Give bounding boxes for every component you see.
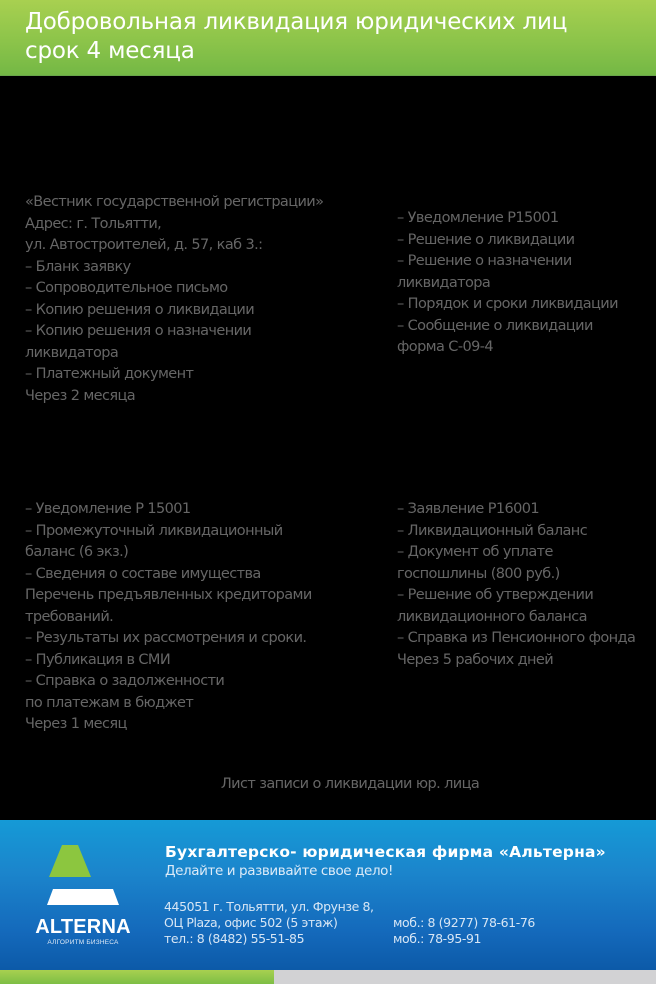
- step-4-line: – Решение об утверждении: [397, 587, 594, 603]
- final-step-record-sheet: Лист записи о ликвидации юр. лица: [220, 776, 480, 792]
- step-1-line: – Бланк заявку: [25, 258, 131, 275]
- step-1-line: ликвидатора: [25, 344, 119, 361]
- step-4-line: ликвидационного баланса: [397, 608, 587, 625]
- contact-address: [164, 899, 374, 947]
- title-line-1: Добровольная ликвидация юридических лиц: [25, 9, 568, 35]
- step-4-final-balance: [397, 499, 656, 671]
- phone-number: тел.: 8 (8482) 55-51-85: [164, 931, 305, 946]
- logo-white-trapezoid: [47, 889, 119, 905]
- step-2-line: форма С-09-4: [397, 339, 493, 355]
- step-1-line: – Платежный документ: [25, 366, 194, 382]
- step-2-line: – Уведомление Р15001: [397, 210, 559, 226]
- logo-tagline: АЛГОРИТМ БИЗНЕСА: [47, 939, 119, 946]
- page-title: [25, 8, 645, 66]
- step-1-line: «Вестник государственной регистрации»: [25, 194, 324, 210]
- step-4-line: – Заявление Р16001: [397, 501, 540, 517]
- step-3-line: – Публикация в СМИ: [25, 651, 171, 668]
- step-2-line: – Сообщение о ликвидации: [397, 317, 593, 334]
- step-2-notification: [397, 208, 656, 359]
- contact-mobiles: [393, 915, 535, 947]
- logo-name: ALTERNA: [35, 916, 131, 938]
- step-3-line: Перечень предъявленных кредиторами: [25, 587, 312, 603]
- step-2-line: – Решение о назначении: [397, 253, 572, 269]
- step-3-line: баланс (6 экз.): [25, 544, 129, 560]
- title-line-2: срок 4 месяца: [25, 38, 195, 64]
- address-line-2: ОЦ Plaza, офис 502 (5 этаж): [164, 915, 338, 930]
- step-1-line: – Копию решения о назначении: [25, 323, 252, 339]
- step-2-line: – Решение о ликвидации: [397, 231, 575, 248]
- mobile-number-1: моб.: 8 (9277) 78-61-76: [393, 915, 535, 930]
- step-4-line: Через 5 рабочих дней: [397, 651, 554, 668]
- bottom-bar-green: [0, 970, 274, 984]
- step-3-line: – Результаты их рассмотрения и сроки.: [25, 630, 307, 646]
- step-4-line: – Ликвидационный баланс: [397, 522, 588, 539]
- company-footer: [0, 820, 656, 970]
- header-banner: [0, 0, 656, 76]
- step-3-line: – Уведомление Р 15001: [25, 501, 191, 517]
- step-3-line: требований.: [25, 608, 114, 625]
- step-4-line: госпошлины (800 руб.): [397, 565, 560, 582]
- step-1-newspaper-publication: [25, 192, 375, 407]
- step-3-interim-balance: [25, 499, 375, 736]
- bottom-bar-gray: [274, 970, 656, 984]
- step-3-line: – Промежуточный ликвидационный: [25, 522, 283, 539]
- step-1-line: – Сопроводительное письмо: [25, 280, 228, 296]
- step-2-line: ликвидатора: [397, 274, 491, 291]
- company-name: Бухгалтерско- юридическая фирма «Альтерна»: [165, 843, 606, 861]
- alterna-logo: [0, 820, 160, 970]
- step-3-line: Через 1 месяц: [25, 716, 127, 732]
- company-slogan: Делайте и развивайте свое дело!: [165, 863, 394, 879]
- step-3-line: – Сведения о составе имущества: [25, 565, 261, 582]
- step-1-line: ул. Автостроителей, д. 57, каб 3.:: [25, 237, 263, 253]
- mobile-number-2: моб.: 78-95-91: [393, 931, 482, 946]
- step-1-line: Адрес: г. Тольятти,: [25, 215, 162, 232]
- step-1-line: Через 2 месяца: [25, 387, 136, 404]
- step-2-line: – Порядок и сроки ликвидации: [397, 296, 618, 312]
- step-3-line: по платежам в бюджет: [25, 694, 194, 711]
- step-1-line: – Копию решения о ликвидации: [25, 301, 255, 318]
- logo-green-trapezoid: [49, 845, 91, 877]
- step-3-line: – Справка о задолженности: [25, 673, 225, 689]
- step-4-line: – Документ об уплате: [397, 544, 553, 560]
- step-4-line: – Справка из Пенсионного фонда: [397, 630, 636, 646]
- address-line-1: 445051 г. Тольятти, ул. Фрунзе 8,: [164, 899, 374, 914]
